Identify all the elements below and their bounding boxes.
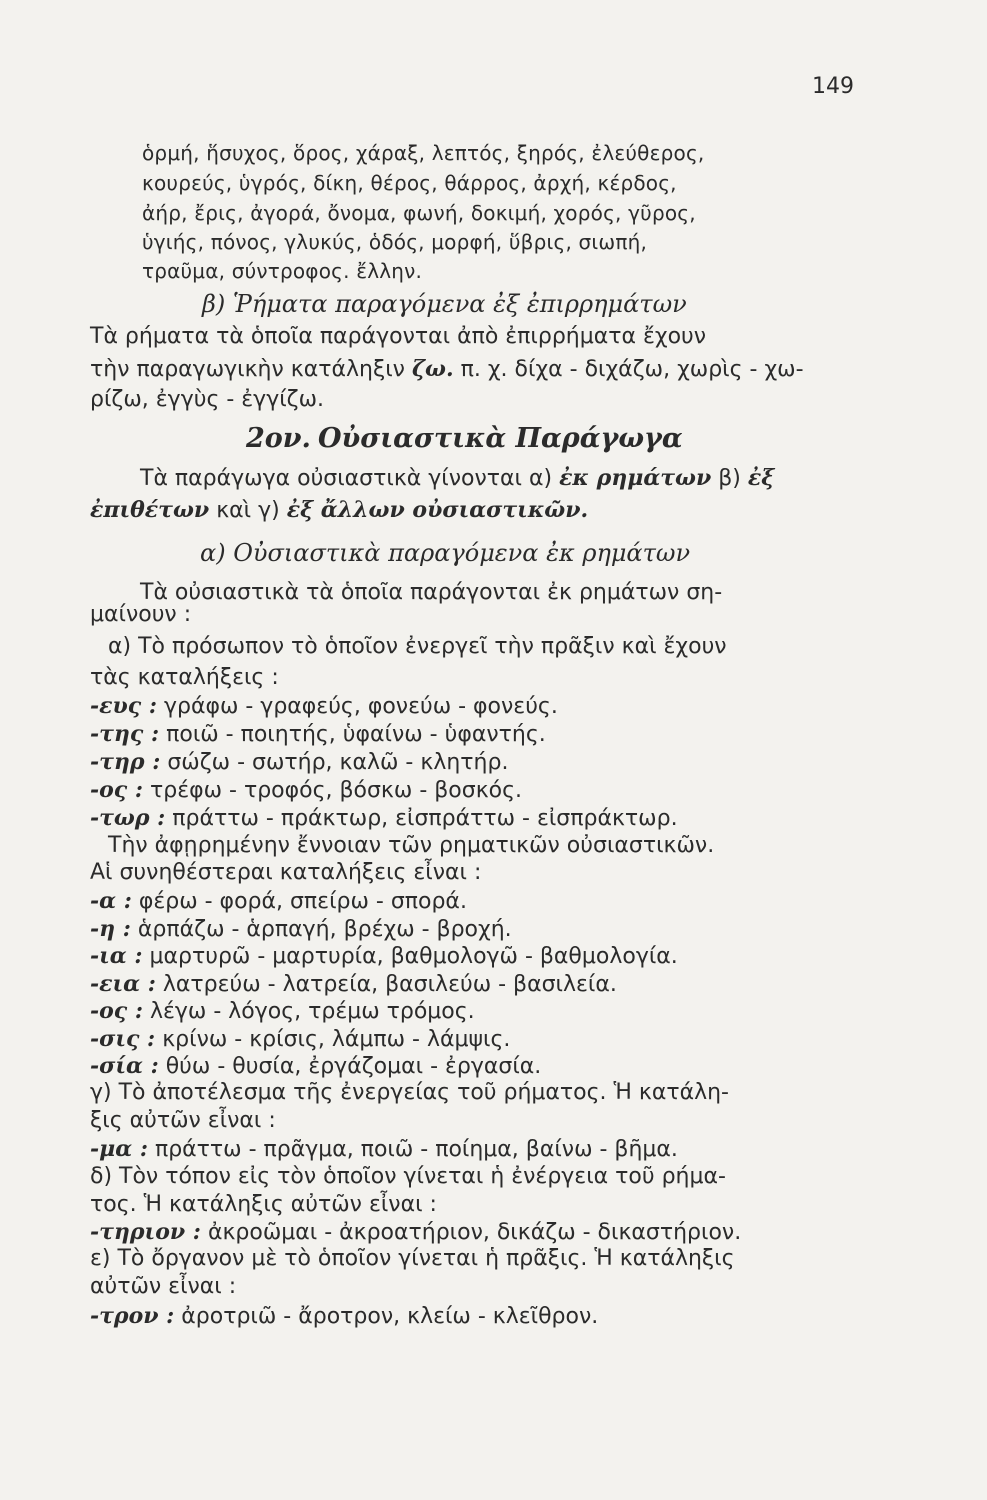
section-number: 2ον. (246, 423, 311, 454)
body-line (90, 356, 804, 383)
ending-row (90, 1303, 598, 1330)
suffix-term: -ευς : (90, 693, 157, 719)
ending-examples: ἁρπάζω - ἁρπαγή, βρέχω - βροχή. (137, 917, 512, 942)
suffix-term: ζω. (411, 356, 454, 382)
ending-row (90, 971, 617, 998)
ending-examples: σώζω - σωτήρ, καλῶ - κλητήρ. (167, 750, 509, 775)
body-line: Τὴν ἀφῃρημένην ἔννοιαν τῶν ρηματικῶν οὐσιαστικῶν. (108, 833, 715, 858)
suffix-term: -ος : (90, 998, 143, 1024)
section-2-heading (246, 423, 683, 454)
ending-examples: γράφω - γραφεύς, φονεύω - φονεύς. (163, 694, 558, 719)
emphasis-term: ἐξ ἄλλων οὐσιαστικῶν. (286, 497, 589, 523)
suffix-term: -ος : (90, 777, 143, 803)
suffix-term: -τηριον : (90, 1219, 201, 1245)
body-line: δ) Τὸν τόπον εἰς τὸν ὁποῖον γίνεται ἡ ἐνέργεια τοῦ ρήμα- (90, 1164, 726, 1189)
body-text: π. χ. δίχα - διχάζω, χωρὶς - χω- (460, 357, 804, 382)
ending-row (90, 805, 678, 832)
body-line: τὰς καταλήξεις : (90, 665, 279, 690)
body-line: Τὰ οὐσιαστικὰ τὰ ὁποῖα παράγονται ἐκ ρημάτων ση- (140, 580, 723, 605)
suffix-term: -σία : (90, 1053, 159, 1079)
ending-examples: λέγω - λόγος, τρέμω τρόμος. (149, 999, 475, 1024)
intro-line: τραῦμα, σύντροφος. ἔλλην. (142, 259, 423, 283)
ending-row (90, 916, 512, 943)
ending-row (90, 1219, 741, 1246)
section-b-heading: β) Ῥήματα παραγόμενα ἐξ ἐπιρρημάτων (202, 290, 687, 318)
body-text: τὴν παραγωγικὴν κατάληξιν (90, 357, 405, 382)
ending-examples: πράττω - πράκτωρ, εἰσπράττω - εἰσπράκτωρ. (172, 806, 678, 831)
body-line: ξις αὐτῶν εἶναι : (90, 1108, 276, 1133)
intro-line: κουρεύς, ὑγρός, δίκη, θέρος, θάρρος, ἀρχή, κέρδος, (142, 171, 677, 195)
ending-examples: ἀροτριῶ - ἄροτρον, κλείω - κλεῖθρον. (181, 1304, 599, 1329)
suffix-term: -μα : (90, 1136, 148, 1162)
suffix-term: -τρον : (90, 1303, 175, 1329)
ending-examples: μαρτυρῶ - μαρτυρία, βαθμολογῶ - βαθμολογία. (149, 944, 678, 969)
section-title: Οὐσιαστικὰ Παράγωγα (317, 423, 683, 454)
suffix-term: -τηρ : (90, 749, 161, 775)
body-text: Τὰ παράγωγα οὐσιαστικὰ γίνονται α) (140, 466, 553, 491)
body-line: Τὰ ρήματα τὰ ὁποῖα παράγονται ἀπὸ ἐπιρρήματα ἔχουν (90, 324, 707, 349)
body-line: τος. Ἡ κατάληξις αὐτῶν εἶναι : (90, 1192, 437, 1217)
emphasis-term: ἐπιθέτων (90, 497, 210, 523)
ending-row (90, 693, 558, 720)
suffix-term: -της : (90, 721, 160, 747)
body-text: καὶ γ) (216, 498, 280, 523)
intro-line: ἀήρ, ἔρις, ἀγορά, ὄνομα, φωνή, δοκιμή, χορός, γῦρος, (142, 201, 696, 225)
body-line: γ) Τὸ ἀποτέλεσμα τῆς ἐνεργείας τοῦ ρήματος. Ἡ κατάλη- (90, 1080, 729, 1105)
body-line: α) Τὸ πρόσωπον τὸ ὁποῖον ἐνεργεῖ τὴν πρᾶξιν καὶ ἔχουν (108, 634, 727, 659)
intro-line: ὑγιής, πόνος, γλυκύς, ὁδός, μορφή, ὕβρις, σιωπή, (142, 230, 648, 254)
body-line: μαίνουν : (90, 602, 192, 627)
suffix-term: -εια : (90, 971, 156, 997)
page-number: 149 (812, 74, 854, 99)
ending-row (90, 1026, 510, 1053)
body-line: ρίζω, ἐγγὺς - ἐγγίζω. (90, 387, 325, 412)
body-text: β) (718, 466, 741, 491)
ending-row (90, 943, 678, 970)
body-line: Αἱ συνηθέστεραι καταλήξεις εἶναι : (90, 860, 482, 885)
suffix-term: -ια : (90, 943, 143, 969)
suffix-term: -σις : (90, 1026, 156, 1052)
suffix-term: -η : (90, 916, 131, 942)
body-line: αὐτῶν εἶναι : (90, 1274, 237, 1299)
ending-examples: κρίνω - κρίσις, λάμπω - λάμψις. (162, 1027, 511, 1052)
body-line (90, 497, 588, 524)
ending-row (90, 1053, 541, 1080)
ending-row (90, 749, 508, 776)
body-line (140, 465, 774, 492)
ending-row (90, 721, 546, 748)
ending-examples: λατρεύω - λατρεία, βασιλεύω - βασιλεία. (162, 972, 617, 997)
intro-line: ὁρμή, ἥσυχος, ὅρος, χάραξ, λεπτός, ξηρός, ἐλεύθερος, (142, 141, 705, 165)
body-line: ε) Τὸ ὄργανον μὲ τὸ ὁποῖον γίνεται ἡ πρᾶξις. Ἡ κατάληξις (90, 1246, 735, 1271)
ending-examples: τρέφω - τροφός, βόσκω - βοσκός. (149, 778, 523, 803)
ending-examples: φέρω - φορά, σπείρω - σπορά. (138, 889, 467, 914)
ending-row (90, 777, 522, 804)
ending-row (90, 998, 475, 1025)
suffix-term: -τωρ : (90, 805, 166, 831)
ending-row (90, 888, 467, 915)
ending-examples: θύω - θυσία, ἐργάζομαι - ἐργασία. (165, 1054, 542, 1079)
suffix-term: -α : (90, 888, 132, 914)
ending-examples: πράττω - πρᾶγμα, ποιῶ - ποίημα, βαίνω - βῆμα. (154, 1137, 678, 1162)
ending-examples: ἀκροῶμαι - ἀκροατήριον, δικάζω - δικαστήριον. (207, 1220, 742, 1245)
ending-examples: ποιῶ - ποιητής, ὑφαίνω - ὑφαντής. (166, 722, 546, 747)
emphasis-term: ἐξ (747, 465, 775, 491)
ending-row (90, 1136, 678, 1163)
emphasis-term: ἐκ ρημάτων (559, 465, 712, 491)
subsection-a-heading: α) Οὐσιαστικὰ παραγόμενα ἐκ ρημάτων (200, 539, 691, 567)
